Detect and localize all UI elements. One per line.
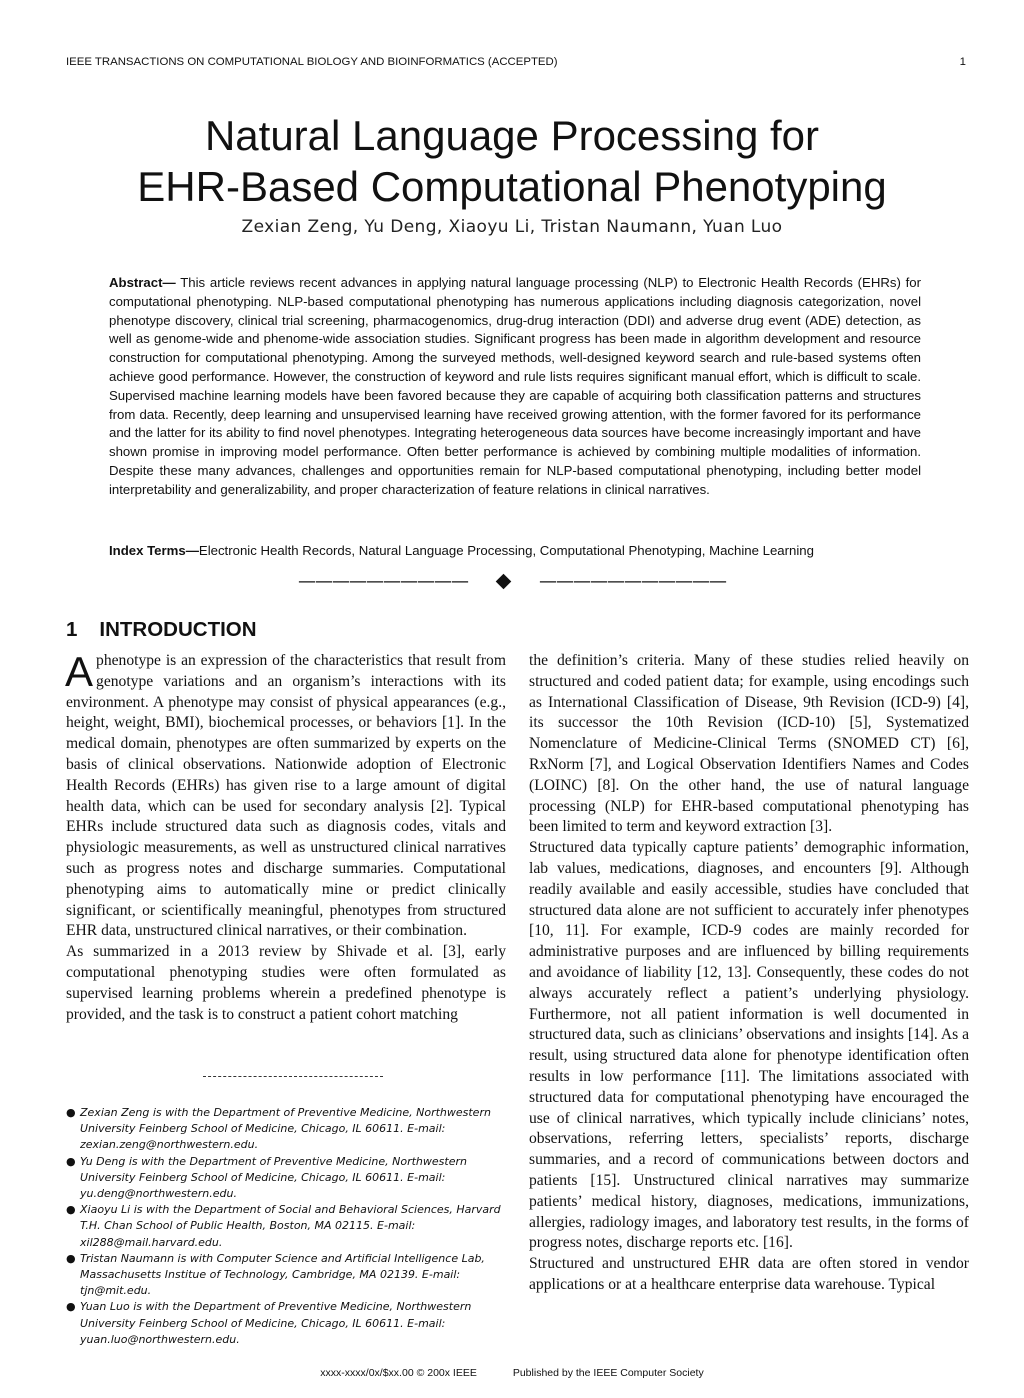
index-terms	[109, 543, 921, 558]
running-header	[66, 56, 966, 68]
footnote-rule	[203, 1076, 383, 1077]
abstract	[109, 274, 921, 500]
intro-paragraph-2: As summarized in a 2013 review by Shivade et al. [3], early computational phenotyping studies were often formulated as supervised learning problems wherein a predefined phenotype is provided, and the task is to construct a patient cohort matching	[66, 943, 506, 1023]
journal-name: IEEE TRANSACTIONS ON COMPUTATIONAL BIOLOGY AND BIOINFORMATICS (ACCEPTED)	[66, 56, 558, 68]
right-paragraph-2: Structured data typically capture patients’ demographic information, lab values, medications, diagnoses, and encounters [9]. Although readily available and easily accessible, studies have concluded that structured data alone are not sufficient to accurately infer phenotypes [10, 11]. For example, ICD-9 codes are mainly recorded for administrative purposes and are influenced by billing requirements and avoidance of liability [12, 13]. Consequently, these codes do not always accurately reflect a patient’s underlying physiology. Furthermore, not all patient information is well documented in structured data, such as clinicians’ observations and insights [14]. As a result, using structured data alone for phenotype identification often results in low performance [11]. The limitations associated with structured data for computational phenotyping have encouraged the use of clinical narratives, which typically include clinicians’ notes, observations, referring letters, specialists’ reports, discharge summaries, and a record of communications between doctors and patients [15]. Unstructured clinical narratives may summarize patients’ medical history, diagnoses, medications, immunizations, allergies, radiology images, and laboratory test results, in the forms of progress notes, discharge reports etc. [16].	[529, 839, 969, 1252]
paper-title	[0, 110, 1024, 212]
footnote-text: Yu Deng is with the Department of Preventive Medicine, Northwestern University Feinberg School of Medicine, Chicago, IL 60611. E-mail: yu.deng@northwestern.edu.	[80, 1154, 467, 1201]
drop-cap: A	[65, 648, 94, 695]
section-title: INTRODUCTION	[99, 618, 257, 641]
index-terms-label: Index Terms—	[109, 543, 199, 558]
bullet-icon: ●	[66, 1251, 76, 1265]
page-footer	[0, 1367, 1024, 1379]
divider-left: ——————————	[298, 570, 468, 592]
diamond-icon	[496, 573, 512, 589]
abstract-text: This article reviews recent advances in applying natural language processing (NLP) to Electronic Health Records (EHRs) for computational phenotyping. NLP-based computational phenotyping has numerous applications including diagnosis categorization, novel phenotype discovery, clinical trial screening, pharmacogenomics, drug-drug interaction (DDI) and adverse drug event (ADE) detection, as well as genome-wide and phenome-wide association studies. Significant progress has been made in algorithm development and resource construction for computational phenotyping. Among the surveyed methods, well-designed keyword search and rule-based systems often achieve good performance. However, the construction of keyword and rule lists requires significant manual effort, which is difficult to scale. Supervised machine learning models have been favored because they are capable of acquiring both classification patterns and structures from data. Recently, deep learning and unsupervised learning have received growing attention, with the former favored for its performance and the latter for its ability to find novel phenotypes. Integrating heterogeneous data sources have become increasingly important and have shown promise in improving model performance. Often better performance is achieved by combining multiple modalities of information. Despite these many advances, challenges and opportunities remain for NLP-based computational phenotyping, including better model interpretability and generalizability, and proper characterization of feature relations in clinical narratives.	[109, 275, 921, 497]
footnote-item	[66, 1154, 521, 1203]
bullet-icon: ●	[66, 1106, 76, 1119]
publisher-notice: Published by the IEEE Computer Society	[512, 1367, 704, 1379]
title-line-1: Natural Language Processing for	[204, 112, 820, 159]
left-column	[65, 648, 506, 1025]
footnote-item	[66, 1202, 521, 1251]
footnote-item	[66, 1105, 521, 1154]
author-list: Zexian Zeng, Yu Deng, Xiaoyu Li, Tristan Naumann, Yuan Luo	[241, 217, 783, 237]
footnote-text: Zexian Zeng is with the Department of Preventive Medicine, Northwestern University Feinberg School of Medicine, Chicago, IL 60611. E-mail: zexian.zeng@northwestern.edu.	[80, 1106, 491, 1152]
bullet-icon: ●	[66, 1203, 76, 1217]
page-number: 1	[959, 56, 966, 68]
bullet-icon: ●	[66, 1300, 76, 1314]
right-paragraph-1: the definition’s criteria. Many of these studies relied heavily on structured and coded patient data; for example, using encodings such as International Classification of Disease, 9th Revision (ICD-9) [4], its successor the 10th Revision (ICD-10) [5], Systematized Nomenclature of Medicine-Clinical Terms (SNOMED CT) [6], RxNorm [7], and Logical Observation Identifiers Names and Codes (LOINC) [8]. On the other hand, the use of natural language processing (NLP) for EHR-based computational phenotyping has been limited to term and keyword extraction [3].	[529, 652, 969, 836]
abstract-label: Abstract—	[109, 275, 176, 290]
bullet-icon: ●	[66, 1154, 76, 1168]
footnote-text: Tristan Naumann is with Computer Science and Artificial Intelligence Lab, Massachusetts Institue of Technology, Cambridge, MA 02139. E-mail: tjn@mit.edu.	[80, 1251, 485, 1298]
right-paragraph-3: Structured and unstructured EHR data are often stored in vendor applications or at a healthcare enterprise data warehouse. Typical	[529, 1255, 969, 1293]
section-number: 1	[66, 618, 78, 641]
copyright-notice: xxxx-xxxx/0x/$xx.00 © 200x IEEE	[320, 1367, 477, 1379]
footnote-text: Yuan Luo is with the Department of Preventive Medicine, Northwestern University Feinberg School of Medicine, Chicago, IL 60611. E-mail: yuan.luo@northwestern.edu.	[80, 1300, 472, 1346]
section-heading	[66, 618, 257, 642]
footnote-item	[66, 1299, 521, 1348]
intro-paragraph-1	[65, 648, 506, 942]
section-divider	[0, 566, 1024, 596]
title-line-2: EHR-Based Computational Phenotyping	[137, 163, 887, 210]
intro-paragraph-1-text: phenotype is an expression of the characteristics that result from genotype variations and an organism’s interactions with its environment. A phenotype may consist of physical appearances (e.g., height, weight, BMI), biochemical processes, or behaviors [1]. In the medical domain, phenotypes are often summarized by experts on the basis of clinical observations. Nationwide adoption of Electronic Health Records (EHRs) has given rise to a large amount of digital health data, which can be used for secondary analysis [2]. Typical EHRs include structured data such as diagnosis codes, vitals and physiologic measurements, as well as unstructured clinical narratives such as progress notes and discharge summaries. Computational phenotyping aims to automatically mine or predict clinically significant, or scientifically meaningful, phenotypes from structured EHR data, unstructured clinical narratives, or their combination.	[66, 652, 506, 940]
footnote-text: Xiaoyu Li is with the Department of Social and Behavioral Sciences, Harvard T.H. Chan School of Public Health, Boston, MA 02115. E-mail: xil288@mail.harvard.edu.	[80, 1203, 501, 1249]
footnote-item	[66, 1251, 521, 1300]
index-terms-text: Electronic Health Records, Natural Language Processing, Computational Phenotyping, Machine Learning	[198, 543, 814, 558]
right-column	[529, 651, 969, 1296]
divider-right: ———————————	[539, 570, 726, 592]
author-footnotes	[66, 1105, 521, 1348]
